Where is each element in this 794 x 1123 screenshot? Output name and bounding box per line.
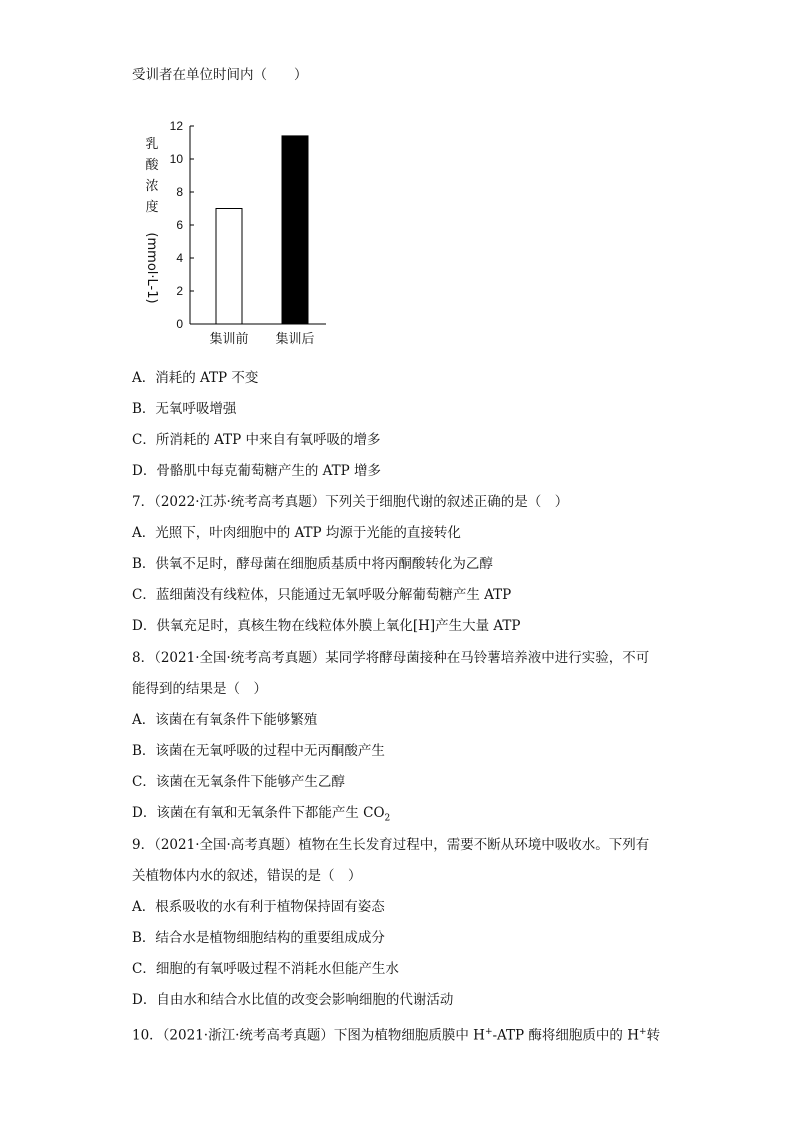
q8-option-a: A．该菌在有氧条件下能够繁殖	[132, 712, 318, 728]
y-tick-label: 2	[176, 284, 183, 298]
bar	[282, 136, 308, 324]
q8-option-b: B．该菌在无氧呼吸的过程中无丙酮酸产生	[132, 743, 385, 759]
y-tick-label: 10	[169, 152, 183, 166]
q8-option-d-text: D．该菌在有氧和无氧条件下都能产生 CO	[132, 805, 385, 821]
y-label-unit: (mmol·L-1)	[144, 232, 159, 304]
category-label: 集训后	[275, 332, 315, 347]
y-label-char: 浓	[145, 179, 159, 194]
lactate-bar-chart	[130, 118, 350, 358]
q6-option-c: C．所消耗的 ATP 中来自有氧呼吸的增多	[132, 432, 381, 448]
y-tick-label: 0	[176, 317, 183, 331]
y-tick-label: 8	[176, 185, 183, 199]
y-label-char: 酸	[145, 158, 159, 173]
q9-option-d: D．自由水和结合水比值的改变会影响细胞的代谢活动	[132, 992, 454, 1008]
category-label: 集训前	[209, 332, 249, 347]
chart-bars	[216, 136, 308, 324]
q8-stem-line1: 8．（2021·全国·统考高考真题）某同学将酵母菌接种在马铃薯培养液中进行实验，不可	[132, 650, 650, 666]
q7-option-b: B．供氧不足时，酵母菌在细胞质基质中将丙酮酸转化为乙醇	[132, 556, 493, 572]
q8-option-d	[132, 804, 390, 828]
q9-stem-line2: 关植物体内水的叙述，错误的是（ ）	[132, 868, 362, 884]
q8-option-c: C．该菌在无氧条件下能够产生乙醇	[132, 774, 345, 790]
y-label-char: 度	[145, 200, 159, 215]
y-tick-label: 4	[176, 251, 183, 265]
q8-option-d-subscript: 2	[384, 813, 391, 824]
q9-option-c: C．细胞的有氧呼吸过程不消耗水但能产生水	[132, 961, 399, 977]
q10-stem	[132, 1023, 660, 1045]
q9-stem-line1: 9．（2021·全国·高考真题）植物在生长发育过程中，需要不断从环境中吸收水。下列有	[132, 837, 650, 853]
q6-option-d: D．骨骼肌中每克葡萄糖产生的 ATP 增多	[132, 463, 382, 479]
q9-option-b: B．结合水是植物细胞结构的重要组成成分	[132, 930, 385, 946]
chart-y-axis-label	[144, 137, 159, 304]
q9-option-a: A．根系吸收的水有利于植物保持固有姿态	[132, 899, 385, 915]
question-intro: 受训者在单位时间内（ ）	[132, 67, 308, 83]
q7-option-d: D．供氧充足时，真核生物在线粒体外膜上氧化[H]产生大量 ATP	[132, 618, 521, 634]
q7-option-a: A．光照下，叶肉细胞中的 ATP 均源于光能的直接转化	[132, 525, 461, 541]
q8-stem-line2: 能得到的结果是（ ）	[132, 681, 267, 697]
y-tick-label: 12	[169, 119, 183, 133]
q10-sup-1: +	[484, 1027, 493, 1037]
q10-text-3: 转	[646, 1027, 661, 1044]
q10-sup-2: +	[639, 1027, 647, 1037]
q7-option-c: C．蓝细菌没有线粒体，只能通过无氧呼吸分解葡萄糖产生 ATP	[132, 587, 512, 603]
q10-text-2: -ATP 酶将细胞质中的 H	[492, 1027, 640, 1044]
bar	[216, 209, 242, 325]
q10-text-1: 10．（2021·浙江·统考高考真题）下图为植物细胞质膜中 H	[132, 1027, 485, 1044]
q6-option-b: B．无氧呼吸增强	[132, 401, 237, 417]
q7-stem: 7．（2022·江苏·统考高考真题）下列关于细胞代谢的叙述正确的是（ ）	[132, 494, 569, 510]
y-tick-label: 6	[176, 218, 183, 232]
chart-categories	[209, 331, 314, 347]
q6-option-a: A．消耗的 ATP 不变	[132, 370, 259, 386]
y-label-char: 乳	[145, 137, 159, 152]
